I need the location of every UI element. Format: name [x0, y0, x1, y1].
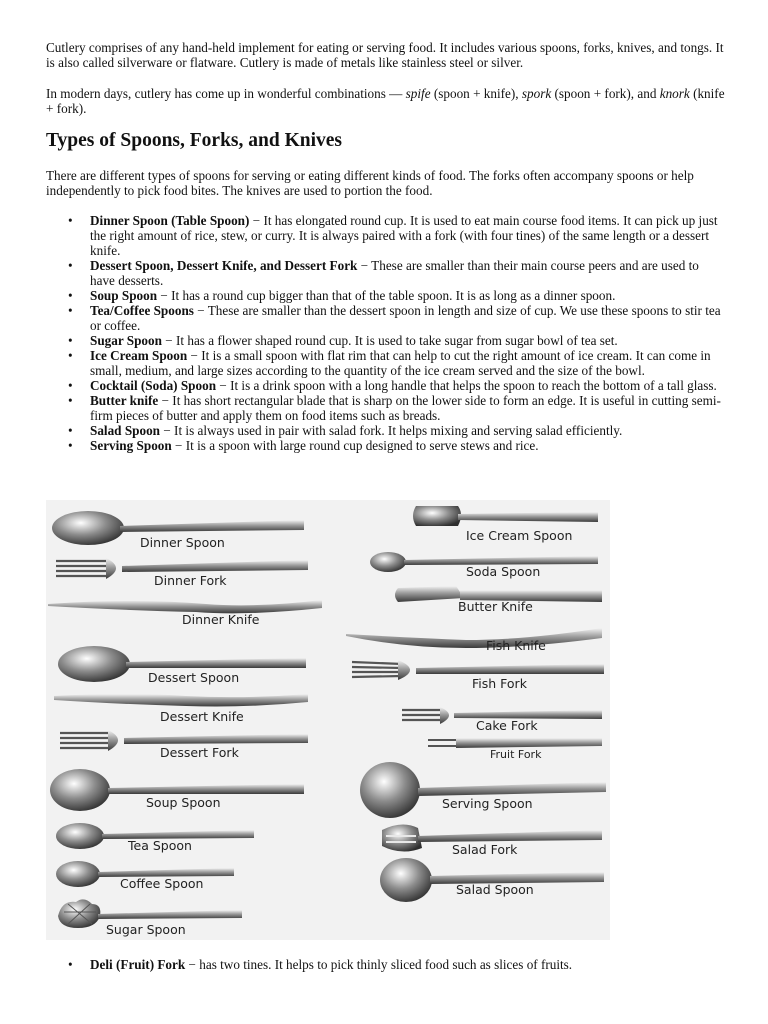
figure-label: Sugar Spoon: [106, 922, 186, 937]
list-item: [46, 393, 726, 423]
intro-paragraph: Cutlery comprises of any hand-held implement for eating or serving food. It includes various spoons, forks, knives, and tongs. It is also called silverware or flatware. Cutlery is made of metals like stainless steel or silver.: [46, 40, 724, 70]
item-term: Dinner Spoon (Table Spoon): [90, 213, 250, 228]
list-item: [46, 957, 726, 972]
figure-label: Butter Knife: [458, 599, 533, 614]
figure-label: Fish Knife: [486, 638, 546, 653]
figure-label: Fruit Fork: [490, 748, 542, 761]
item-desc: − It is always used in pair with salad fork. It helps mixing and serving salad efficiently.: [160, 423, 623, 438]
fruit-fork-icon: [428, 738, 602, 748]
list-item: [46, 288, 726, 303]
dessert-knife-icon: [54, 694, 308, 707]
list-item: [46, 438, 726, 453]
figure-label: Cake Fork: [476, 718, 538, 733]
bullet-icon: •: [68, 258, 73, 273]
list-item: [46, 303, 726, 333]
figure-label: Tea Spoon: [128, 838, 192, 853]
bullet-icon: •: [68, 423, 73, 438]
figure-label: Dessert Fork: [160, 745, 239, 760]
figure-label: Soup Spoon: [146, 795, 221, 810]
item-term: Deli (Fruit) Fork: [90, 957, 186, 972]
bullet-icon: •: [68, 288, 73, 303]
deli-fork-list: [46, 957, 726, 972]
item-term: Tea/Coffee Spoons: [90, 303, 194, 318]
spife-desc: (spoon + knife),: [430, 86, 522, 101]
item-desc: − It is a small spoon with flat rim that can help to cut the right amount of ice cream. It can come in small, medium, and large sizes according to the quantity of the ice cream served and the size of the bowl.: [90, 348, 711, 378]
bullet-icon: •: [68, 213, 73, 228]
bullet-icon: •: [68, 393, 73, 408]
figure-label: Dinner Spoon: [140, 535, 225, 550]
item-desc: − It has a flower shaped round cup. It is used to take sugar from sugar bowl of tea set.: [161, 333, 618, 348]
item-term: Butter knife: [90, 393, 159, 408]
figure-label: Serving Spoon: [442, 796, 533, 811]
ice-cream-spoon-icon: [413, 506, 598, 526]
cutlery-figure: [46, 500, 610, 940]
figure-label: Fish Fork: [472, 676, 527, 691]
list-item: [46, 378, 726, 393]
list-item: [46, 213, 726, 258]
cutlery-illustration: [46, 500, 610, 940]
list-item: [46, 348, 726, 378]
figure-label: Dinner Knife: [182, 612, 260, 627]
combinations-paragraph: [46, 86, 726, 116]
bullet-icon: •: [68, 957, 73, 972]
item-desc: − It is a spoon with large round cup designed to serve stews and rice.: [171, 438, 539, 453]
term-knork: knork: [659, 86, 690, 101]
bullet-icon: •: [68, 438, 73, 453]
item-term: Salad Spoon: [90, 423, 161, 438]
bullet-icon: •: [68, 348, 73, 363]
bullet-icon: •: [68, 378, 73, 393]
cutlery-list: [46, 213, 726, 453]
spork-desc: (spoon + fork), and: [551, 86, 660, 101]
figure-label: Salad Fork: [452, 842, 518, 857]
item-term: Ice Cream Spoon: [90, 348, 188, 363]
item-term: Cocktail (Soda) Spoon: [90, 378, 217, 393]
bullet-icon: •: [68, 303, 73, 318]
knork-desc: (knife + fork).: [46, 86, 725, 116]
item-desc: − It has a round cup bigger than that of the table spoon. It is as long as a dinner spoon.: [157, 288, 616, 303]
combinations-text: In modern days, cutlery has come up in wonderful combinations —: [46, 86, 406, 101]
term-spork: spork: [521, 86, 552, 101]
item-desc: − It is a drink spoon with a long handle that helps the spoon to reach the bottom of a tall glass.: [216, 378, 717, 393]
item-term: Dessert Spoon, Dessert Knife, and Dessert Fork: [90, 258, 358, 273]
item-desc: − It has elongated round cup. It is used to eat main course food items. It can pick up just the right amount of rice, stew, or curry. It is always paired with a fork (with four tines) of the same length or a dessert knife.: [90, 213, 718, 258]
item-desc: − These are smaller than the dessert spoon in length and size of cup. We use these spoons to stir tea or coffee.: [90, 303, 721, 333]
section-intro: There are different types of spoons for serving or eating different kinds of food. The forks often accompany spoons or help independently to pick food bites. The knives are used to portion the food.: [46, 168, 694, 198]
bullet-icon: •: [68, 333, 73, 348]
list-item: [46, 333, 726, 348]
figure-label: Dessert Knife: [160, 709, 244, 724]
item-desc: − These are smaller than their main course peers and are used to have desserts.: [90, 258, 699, 288]
figure-label: Soda Spoon: [466, 564, 541, 579]
figure-label: Ice Cream Spoon: [466, 528, 573, 543]
item-desc: − It has short rectangular blade that is sharp on the lower side to form an edge. It is useful in cutting semi-firm pieces of butter and apply them on food items such as breads.: [90, 393, 721, 423]
term-spife: spife: [405, 86, 431, 101]
figure-label: Dinner Fork: [154, 573, 227, 588]
fish-knife-icon: [346, 628, 602, 648]
item-term: Soup Spoon: [90, 288, 158, 303]
list-item: [46, 258, 726, 288]
figure-label: Salad Spoon: [456, 882, 534, 897]
item-term: Serving Spoon: [90, 438, 172, 453]
figure-label: Coffee Spoon: [120, 876, 204, 891]
figure-label: Dessert Spoon: [148, 670, 240, 685]
item-desc: − has two tines. It helps to pick thinly sliced food such as slices of fruits.: [185, 957, 573, 972]
item-term: Sugar Spoon: [90, 333, 162, 348]
list-item: [46, 423, 726, 438]
section-heading: Types of Spoons, Forks, and Knives: [46, 130, 343, 151]
